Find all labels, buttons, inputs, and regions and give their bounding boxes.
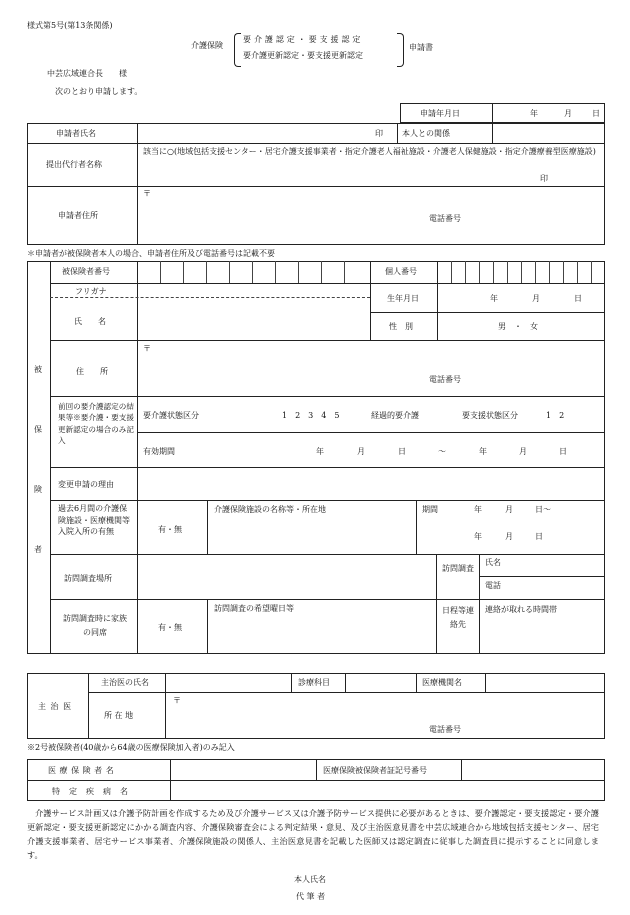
insured-name-label: 氏 名 [74,317,106,326]
furigana-input[interactable] [140,285,368,296]
change-reason-label: 変更申請の理由 [58,480,114,489]
applicant-postal-mark: 〒 [143,189,151,198]
insured-name-input[interactable] [140,300,368,338]
insured-phone-label: 電話番号 [429,375,461,384]
applicant-address-input[interactable] [160,189,590,209]
institution-label: 医療機関名 [422,678,462,687]
previous-result-label: 前回の要介護認定の結果等※要介護・要支援更新認定の場合のみ記入 [58,402,134,445]
doctor-side-label: 主 治 医 [38,702,73,711]
specific-disease-input[interactable] [173,782,602,799]
insured-side-label-1: 被 [34,365,42,374]
insured-number-label: 被保険者番号 [62,267,110,276]
admission-label: 過去6月間の介護保険施設・医療機関等入院入所の有無 [58,504,130,537]
proxy-seal: 印 [540,174,548,183]
date-day: 日 [592,109,600,118]
valid-period-label: 有効期間 [143,447,175,456]
period-label: 期間 [422,505,438,514]
insured-address-label: 住 所 [76,367,108,376]
doctor-postal-mark: 〒 [173,696,181,705]
family-present-label: 訪問調査時に家族の同席 [63,614,127,637]
valid-period-tilde: 〜 [438,447,446,456]
sex-label: 性 別 [389,322,413,331]
type2-note: ※2号被保険者(40歳から64歳の医療保険加入者)のみ記入 [27,743,235,752]
self-name-input[interactable] [340,872,540,886]
visit-place-input[interactable] [140,557,430,597]
application-date-label: 申請年月日 [420,109,460,118]
consent-text: 介護サービス計画又は介護予防計画を作成するため及び介護サービス又は介護予防サービス提供に必要があるときは、要介護認定・要支援認定・要介護更新認定・要支援更新認定にかかる調査内容、介護保険審査会による判定結果・意見、及び主治医意見書を中芸広域連合から地域包括支援センター、居宅介護支援事業者、居宅サービス事業者、介護保険施設の関係人、主治医意見書を記載した医師又は認定調査に従事した調査員に提示することに同意します。 [27,808,599,860]
schedule-contact-label: 日程等連絡先 [442,606,474,629]
applicant-address-label: 申請者住所 [58,211,98,220]
sex-options[interactable]: 男 ・ 女 [498,322,538,331]
admission-from-day: 日〜 [535,505,551,514]
doctor-address-label: 所 在 地 [104,711,134,720]
contact-phone-label: 電話 [485,581,501,590]
intro-text: 次のとおり申請します。 [55,87,143,96]
title-type-line2: 要介護更新認定・要支援更新認定 [243,51,363,60]
family-yes-no[interactable]: 有・無 [158,623,182,632]
relation-label: 本人との関係 [402,129,450,138]
admission-to-year: 年 [474,532,482,541]
proxy-label: 提出代行者名称 [46,160,102,169]
transitional-care-option[interactable]: 経過的要介護 [371,411,419,420]
admission-yes-no[interactable]: 有・無 [158,525,182,534]
care-level-label: 要介護状態区分 [143,411,199,420]
insurer-name-label: 医 療 保 険 者 名 [48,766,115,775]
admission-from-year: 年 [474,505,482,514]
applicant-name-label: 申請者氏名 [56,129,96,138]
support-level-options[interactable]: 1 2 [546,411,565,420]
visit-place-label: 訪問調査場所 [64,574,112,583]
personal-number-label: 個人番号 [385,267,417,276]
applicant-phone-label: 電話番号 [429,214,461,223]
insured-side-label-2: 保 [34,425,42,434]
insurance-cert-input[interactable] [464,761,602,778]
insurance-cert-label: 医療保険被保険者証記号番号 [323,766,427,775]
birth-day: 日 [574,294,582,303]
valid-to-day: 日 [559,447,567,456]
furigana-label: フリガナ [75,287,107,296]
application-date-input[interactable] [505,106,525,120]
applicant-name-input[interactable] [140,125,370,141]
applicant-table [27,123,605,245]
insured-postal-mark: 〒 [143,344,151,353]
doctor-phone-label: 電話番号 [429,725,461,734]
doctor-name-label: 主治医の氏名 [101,678,149,687]
admission-from-month: 月 [505,505,513,514]
valid-from-month: 月 [357,447,365,456]
valid-to-year: 年 [479,447,487,456]
proxy-text: 該当に○(地域包括支援センター・居宅介護支援事業者・指定介護老人福祉施設・介護老人保健施設・指定介護療養型医療施設) [143,147,596,156]
insured-side-label-4: 者 [34,545,42,554]
doctor-name-input[interactable] [168,675,288,690]
facility-label: 介護保険施設の名称等・所在地 [214,505,326,514]
insurer-name-input[interactable] [173,761,313,778]
contact-name-label: 氏名 [485,558,501,567]
visit-contact-label: 訪問調査 [442,564,474,573]
addressee: 中芸広域連合長 様 [47,69,127,78]
support-level-label: 要支援状態区分 [462,411,518,420]
title-type-line1: 要 介 護 認 定 ・ 要 支 援 認 定 [243,35,361,44]
admission-to-day: 日 [535,532,543,541]
date-month: 月 [564,109,572,118]
relation-input[interactable] [495,125,603,141]
proxy-writer-label: 代 筆 者 [296,892,326,901]
proxy-writer-input[interactable] [340,889,540,903]
date-year: 年 [530,109,538,118]
birth-label: 生年月日 [387,294,419,303]
valid-from-year: 年 [316,447,324,456]
title-suffix: 申請書 [409,43,433,52]
birth-year: 年 [490,294,498,303]
specific-disease-label: 特 定 疾 病 名 [52,787,129,796]
applicant-note: ＊申請者が被保険者本人の場合、申請者住所及び電話番号は記載不要 [27,249,275,258]
valid-to-month: 月 [519,447,527,456]
valid-from-day: 日 [398,447,406,456]
title-prefix: 介護保険 [191,41,223,50]
department-input[interactable] [348,675,413,690]
applicant-seal: 印 [375,129,383,138]
insured-address-input[interactable] [160,344,590,368]
self-name-label: 本人氏名 [294,875,326,884]
birth-month: 月 [532,294,540,303]
insured-side-label-3: 険 [34,485,42,494]
change-reason-input[interactable] [140,470,600,496]
preferred-day-label: 訪問調査の希望曜日等 [214,604,294,613]
reachable-time-label: 連絡が取れる時間帯 [485,605,557,614]
care-level-options[interactable]: 1 2 3 4 5 [282,411,340,420]
doctor-address-input[interactable] [190,696,590,716]
admission-to-month: 月 [505,532,513,541]
department-label: 診療科目 [298,678,330,687]
institution-input[interactable] [488,675,602,690]
form-number: 様式第5号(第13条関係) [27,21,113,30]
